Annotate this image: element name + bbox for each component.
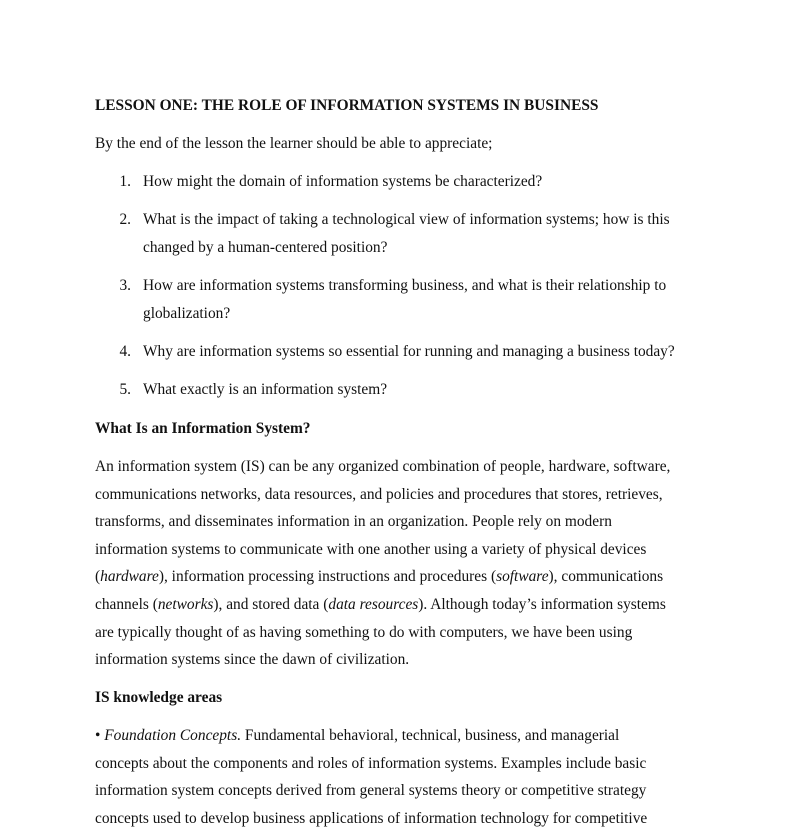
paragraph-line: concepts used to develop business applications of information technology for competitive bbox=[95, 810, 648, 827]
list-number: 3. bbox=[119, 277, 131, 294]
italic-term: data resources bbox=[328, 596, 419, 613]
italic-term: software bbox=[496, 568, 549, 585]
italic-term: Foundation Concepts. bbox=[104, 727, 242, 744]
paragraph-line: information systems since the dawn of civilization. bbox=[95, 651, 410, 668]
paragraph-line: information systems to communicate with one another using a variety of physical devices bbox=[95, 541, 647, 558]
italic-term: hardware bbox=[100, 568, 159, 585]
paragraph-line: communications networks, data resources, and policies and procedures that stores, retrieves, bbox=[95, 486, 663, 503]
paragraph-line bbox=[95, 727, 619, 745]
text-run: Fundamental behavioral, technical, business, and managerial bbox=[244, 727, 620, 744]
lesson-title: LESSON ONE: THE ROLE OF INFORMATION SYSTEMS IN BUSINESS bbox=[95, 97, 599, 114]
list-number: 2. bbox=[119, 211, 131, 228]
paragraph-line bbox=[95, 568, 663, 586]
paragraph-line: An information system (IS) can be any organized combination of people, hardware, software, bbox=[95, 458, 671, 475]
text-run: ). Although today’s information systems bbox=[418, 596, 666, 613]
paragraph-line: concepts about the components and roles of information systems. Examples include basic bbox=[95, 755, 647, 772]
text-run: ( bbox=[95, 568, 101, 585]
list-item-text: changed by a human-centered position? bbox=[143, 239, 388, 256]
list-item-text: How are information systems transforming business, and what is their relationship to bbox=[143, 277, 667, 294]
list-item-text: How might the domain of information systems be characterized? bbox=[143, 173, 543, 190]
list-item-text: Why are information systems so essential for running and managing a business today? bbox=[143, 343, 675, 360]
text-run: ), and stored data ( bbox=[213, 596, 329, 613]
list-item-text: globalization? bbox=[143, 305, 231, 322]
list-item-text: What is the impact of taking a technological view of information systems; how is this bbox=[143, 211, 670, 228]
text-run: ), communications bbox=[548, 568, 664, 585]
text-run: ), information processing instructions and procedures ( bbox=[158, 568, 497, 585]
text-run: channels ( bbox=[95, 596, 158, 613]
section-heading: IS knowledge areas bbox=[95, 689, 223, 706]
list-item-text: What exactly is an information system? bbox=[143, 381, 388, 398]
italic-term: networks bbox=[157, 596, 214, 613]
paragraph-line: information system concepts derived from general systems theory or competitive strategy bbox=[95, 782, 647, 799]
paragraph-line: are typically thought of as having something to do with computers, we have been using bbox=[95, 624, 633, 641]
intro-text: By the end of the lesson the learner should be able to appreciate; bbox=[95, 135, 493, 152]
list-number: 5. bbox=[119, 381, 131, 398]
list-number: 4. bbox=[119, 343, 131, 360]
paragraph-line bbox=[95, 596, 666, 614]
bullet: • bbox=[95, 727, 101, 744]
paragraph-line: transforms, and disseminates information in an organization. People rely on modern bbox=[95, 513, 612, 530]
section-heading: What Is an Information System? bbox=[95, 420, 311, 437]
list-number: 1. bbox=[119, 173, 131, 190]
